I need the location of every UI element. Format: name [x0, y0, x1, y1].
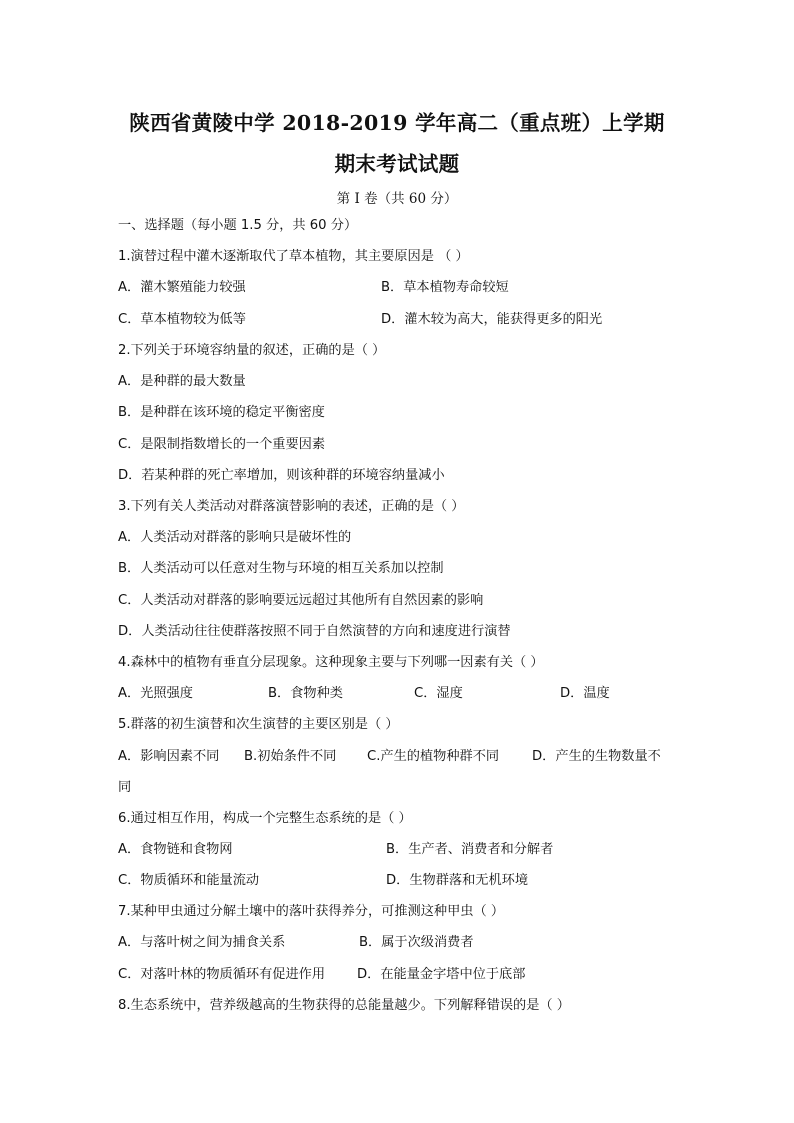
question-2-stem: 2.下列关于环境容纳量的叙述，正确的是（ ）: [118, 343, 386, 358]
question-6-option-c: C．物质循环和能量流动: [118, 873, 260, 888]
question-6-stem: 6.通过相互作用，构成一个完整生态系统的是（ ）: [118, 811, 412, 826]
exam-title-line1: 陕西省黄陵中学 2018-2019 学年高二（重点班）上学期: [129, 111, 665, 135]
question-4-option-b: B．食物种类: [268, 686, 343, 701]
question-7-option-b: B．属于次级消费者: [359, 935, 474, 950]
exam-title-line2: 期末考试试题: [334, 152, 460, 176]
question-1-option-d: D．灌木较为高大，能获得更多的阳光: [381, 312, 603, 327]
question-2-option-c: C．是限制指数增长的一个重要因素: [118, 437, 326, 452]
question-4-option-d: D．温度: [560, 686, 610, 701]
question-7-option-d: D．在能量金字塔中位于底部: [357, 967, 526, 982]
question-5-stem: 5.群落的初生演替和次生演替的主要区别是（ ）: [118, 717, 399, 732]
question-4-option-a: A．光照强度: [118, 686, 193, 701]
question-8-stem: 8.生态系统中，营养级越高的生物获得的总能量越少。下列解释错误的是（ ）: [118, 998, 570, 1013]
question-1-option-b: B．草本植物寿命较短: [381, 280, 509, 295]
section-label: 第 I 卷（共 60 分）: [336, 191, 458, 207]
question-7-option-a: A．与落叶树之间为捕食关系: [118, 935, 286, 950]
question-6-option-a: A．食物链和食物网: [118, 842, 233, 857]
question-3-stem: 3.下列有关人类活动对群落演替影响的表述，正确的是（ ）: [118, 499, 465, 514]
question-4-option-c: C．湿度: [414, 686, 463, 701]
question-6-option-b: B．生产者、消费者和分解者: [386, 842, 554, 857]
question-2-option-d: D．若某种群的死亡率增加，则该种群的环境容纳量减小: [118, 468, 445, 483]
question-1-stem: 1.演替过程中灌木逐渐取代了草本植物，其主要原因是 （ ）: [118, 249, 469, 264]
question-4-stem: 4.森林中的植物有垂直分层现象。这种现象主要与下列哪一因素有关（ ）: [118, 655, 544, 670]
question-5-option-b: B.初始条件不同: [244, 749, 337, 764]
question-3-option-a: A．人类活动对群落的影响只是破坏性的: [118, 530, 352, 545]
question-2-option-b: B．是种群在该环境的稳定平衡密度: [118, 405, 325, 420]
question-1-option-a: A．灌木繁殖能力较强: [118, 280, 246, 295]
question-7-stem: 7.某种甲虫通过分解土壤中的落叶获得养分，可推测这种甲虫（ ）: [118, 904, 505, 919]
question-2-option-a: A．是种群的最大数量: [118, 374, 246, 389]
question-1-option-c: C．草本植物较为低等: [118, 312, 246, 327]
question-7-option-c: C．对落叶林的物质循环有促进作用: [118, 967, 326, 982]
question-5-option-d: D．产生的生物数量不: [532, 749, 661, 764]
question-6-option-d: D．生物群落和无机环境: [386, 873, 529, 888]
question-5-option-c: C.产生的植物种群不同: [367, 749, 500, 764]
question-3-option-b: B．人类活动可以任意对生物与环境的相互关系加以控制: [118, 561, 444, 576]
question-3-option-d: D．人类活动往往使群落按照不同于自然演替的方向和速度进行演替: [118, 624, 511, 639]
question-5-option-d-continued: 同: [118, 780, 132, 795]
part-heading: 一、选择题（每小题 1.5 分，共 60 分）: [118, 218, 358, 233]
question-5-option-a: A．影响因素不同: [118, 749, 220, 764]
question-3-option-c: C．人类活动对群落的影响要远远超过其他所有自然因素的影响: [118, 593, 484, 608]
